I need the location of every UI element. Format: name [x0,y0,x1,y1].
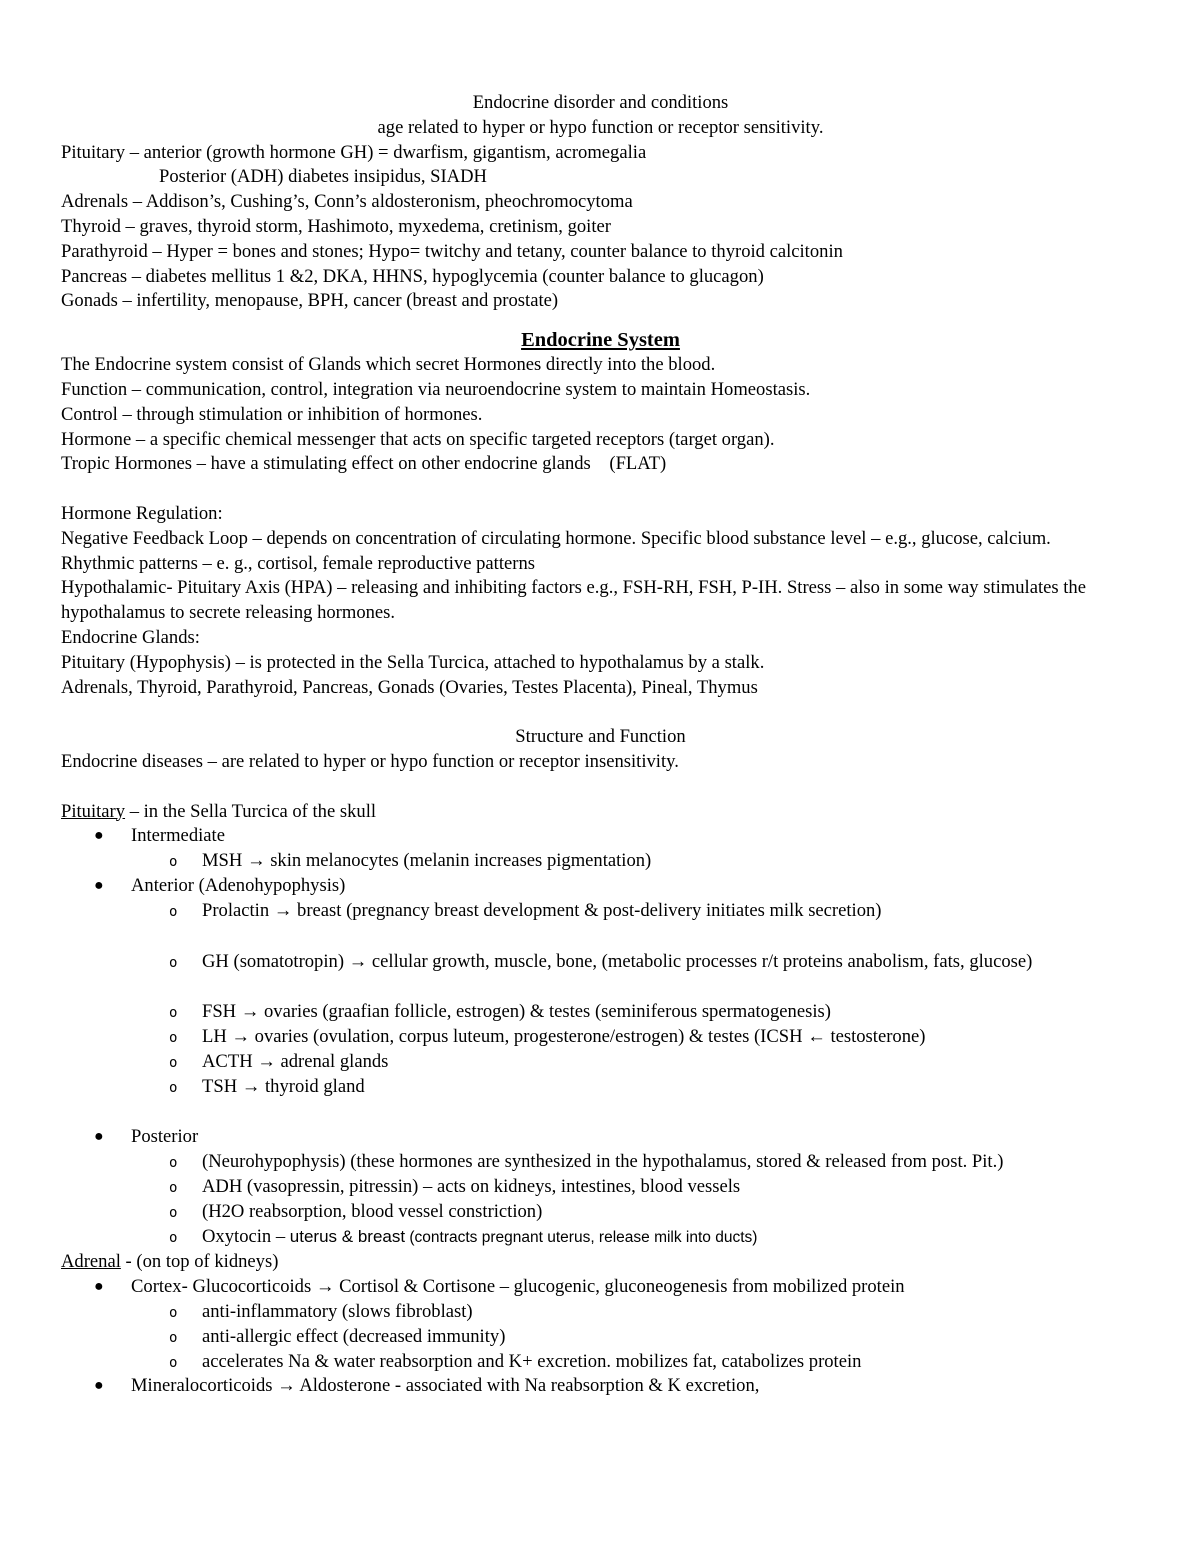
adrenal-rest: - (on top of kidneys) [120,1251,279,1273]
disorder-line-posterior: Posterior (ADH) diabetes insipidus, SIADH [159,166,487,188]
list-item [61,874,1140,1100]
spacer [61,775,1140,800]
disorder-line-parathyroid: Parathyroid – Hyper = bones and stones; Hypo= twitchy and tetany, counter balance to thyroid calcitonin [61,240,843,262]
list-item [61,824,1140,874]
sub-item-text: anti-inflammatory (slows fibroblast) [202,1301,473,1323]
disorder-line-pituitary: Pituitary – anterior (growth hormone GH) = dwarfism, gigantism, acromegalia [61,141,647,163]
sub-list-item [131,1200,1140,1225]
oxytocin-label: Oxytocin – [202,1225,290,1247]
sub-item-text: Prolactin → breast (pregnancy breast development & post-delivery initiates milk secretion) [202,899,882,921]
pituitary-list [61,824,1140,1250]
sub-item-text: (Neurohypophysis) (these hormones are synthesized in the hypothalamus, stored & released from post. Pit.) [202,1151,1004,1173]
doc-title: Endocrine disorder and conditions [472,92,729,113]
list-item-label: Cortex- Glucocorticoids → Cortisol & Cortisone – glucogenic, gluconeogenesis from mobilized protein [131,1276,905,1298]
system-line: Tropic Hormones – have a stimulating effect on other endocrine glands (FLAT) [61,453,667,475]
sub-list-item [131,1000,1140,1025]
list-item [61,1374,1140,1399]
sub-item-text: ADH (vasopressin, pitressin) – acts on kidneys, intestines, blood vessels [202,1176,741,1198]
circle-bullet-icon: o [169,1155,178,1172]
structure-line: Endocrine diseases – are related to hyper or hypo function or receptor insensitivity. [61,750,679,772]
sub-list-item [131,1075,1140,1100]
structure-title: Structure and Function [515,726,686,748]
oxytocin-target: uterus & breast [289,1226,406,1246]
disorder-line-adrenals: Adrenals – Addison’s, Cushing’s, Conn’s aldosteronism, pheochromocytoma [61,191,633,213]
doc-subtitle: age related to hyper or hypo function or receptor sensitivity. [377,116,824,138]
sub-item-text: MSH → skin melanocytes (melanin increases pigmentation) [202,850,652,872]
system-line: Hormone – a specific chemical messenger that acts on specific targeted receptors (target organ). [61,428,775,450]
sub-list-item [131,1325,1140,1350]
disorder-line-thyroid: Thyroid – graves, thyroid storm, Hashimoto, myxedema, cretinism, goiter [61,215,611,237]
sub-list [131,1300,1140,1374]
circle-bullet-icon: o [169,854,178,871]
sub-list [131,1150,1140,1250]
sub-list-item [131,1350,1140,1375]
pituitary-heading [61,800,1140,825]
list-item-label: Mineralocorticoids → Aldosterone - associated with Na reabsorption & K excretion, [131,1375,760,1397]
spacer [61,477,1140,502]
sub-list-item [131,950,1140,975]
sub-list [131,849,1140,874]
disorder-line-gonads: Gonads – infertility, menopause, BPH, cancer (breast and prostate) [61,290,559,312]
sub-list-item [131,1300,1140,1325]
system-line: Control – through stimulation or inhibition of hormones. [61,403,483,425]
glands-heading: Endocrine Glands: [61,626,200,648]
circle-bullet-icon: o [169,1054,178,1071]
circle-bullet-icon: o [169,1229,178,1246]
adrenal-list [61,1275,1140,1399]
circle-bullet-icon: o [169,1030,178,1047]
disorder-line-pancreas: Pancreas – diabetes mellitus 1 &2, DKA, HHNS, hypoglycemia (counter balance to glucagon) [61,265,764,287]
system-line: The Endocrine system consist of Glands which secret Hormones directly into the blood. [61,354,716,376]
sub-list-item [131,1175,1140,1200]
circle-bullet-icon: o [169,1204,178,1221]
bullet-icon: ● [94,876,104,894]
pituitary-rest: – in the Sella Turcica of the skull [125,800,377,822]
circle-bullet-icon: o [169,903,178,920]
oxytocin-detail: (contracts pregnant uterus, release milk into ducts) [405,1228,758,1246]
sub-item-text: (H2O reabsorption, blood vessel constriction) [202,1200,543,1222]
sub-item-text: accelerates Na & water reabsorption and K+ excretion. mobilizes fat, catabolizes protein [202,1350,862,1372]
list-item [61,1125,1140,1250]
circle-bullet-icon: o [169,954,178,971]
pituitary-label: Pituitary [61,800,126,822]
regulation-line: Rhythmic patterns – e. g., cortisol, female reproductive patterns [61,552,535,574]
regulation-heading: Hormone Regulation: [61,502,223,524]
regulation-line: Negative Feedback Loop – depends on concentration of circulating hormone. Specific blood substance level – e.g., glucose, calcium. [61,527,1051,549]
sub-item-text: anti-allergic effect (decreased immunity) [202,1325,506,1347]
circle-bullet-icon: o [169,1005,178,1022]
bullet-icon: ● [94,1278,104,1296]
sub-item-text: TSH → thyroid gland [202,1075,365,1097]
circle-bullet-icon: o [169,1329,178,1346]
list-item-label: Intermediate [131,825,225,847]
regulation-line: Adrenals, Thyroid, Parathyroid, Pancreas, Gonads (Ovaries, Testes Placenta), Pineal, Thymus [61,676,758,698]
sub-list-item [131,899,1140,924]
sub-list [131,899,1140,1100]
circle-bullet-icon: o [169,1180,178,1197]
sub-item-text: FSH → ovaries (graafian follicle, estrogen) & testes (seminiferous spermatogenesis) [202,1001,831,1023]
bullet-icon: ● [94,1377,104,1395]
sub-item-text: LH → ovaries (ovulation, corpus luteum, progesterone/estrogen) & testes (ICSH ← testosterone) [202,1026,926,1048]
bullet-icon: ● [94,1128,104,1146]
system-line: Function – communication, control, integration via neuroendocrine system to maintain Homeostasis. [61,378,811,400]
sub-list-item [131,1150,1140,1175]
sub-list-item [131,1050,1140,1075]
adrenal-label: Adrenal [61,1251,121,1273]
sub-item-text: ACTH → adrenal glands [202,1050,389,1072]
regulation-line: Hypothalamic- Pituitary Axis (HPA) – releasing and inhibiting factors e.g., FSH-RH, FSH, P-IH. Stress – also in some way stimulates the hypothalamus to secrete releasing hormones. [61,577,1091,624]
list-item-label: Anterior (Adenohypophysis) [131,874,346,896]
sub-item-text: GH (somatotropin) → cellular growth, muscle, bone, (metabolic processes r/t proteins anabolism, fats, glucose) [202,950,1033,972]
circle-bullet-icon: o [169,1305,178,1322]
circle-bullet-icon: o [169,1079,178,1096]
sub-list-item [131,849,1140,874]
section-heading: Endocrine System [521,329,680,352]
circle-bullet-icon: o [169,1354,178,1371]
spacer [61,700,1140,725]
regulation-line: Pituitary (Hypophysis) – is protected in the Sella Turcica, attached to hypothalamus by a stalk. [61,651,765,673]
list-item-label: Posterior [131,1126,199,1148]
adrenal-heading [61,1250,1140,1275]
sub-list-item [131,1025,1140,1050]
bullet-icon: ● [94,827,104,845]
sub-list-item [131,1225,1140,1251]
list-item [61,1275,1140,1374]
